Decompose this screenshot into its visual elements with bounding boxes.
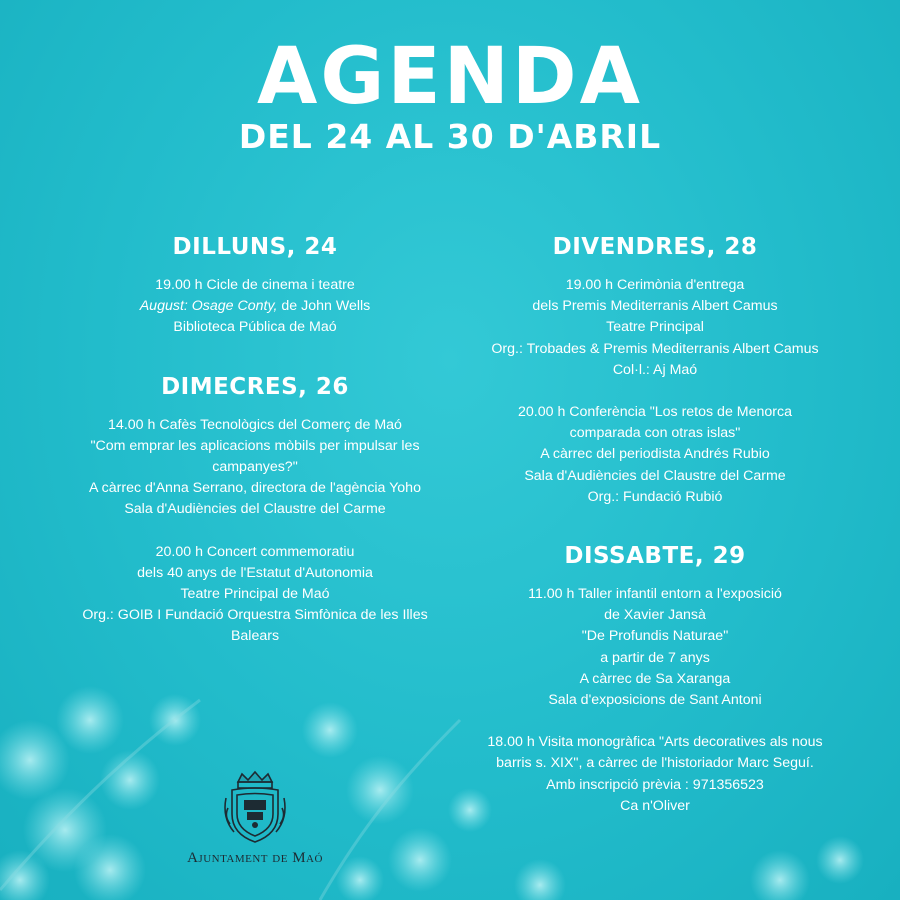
event-line: dels 40 anys de l'Estatut d'Autonomia [137, 564, 373, 581]
event-cafes-tecnologics [40, 415, 470, 521]
event-line: Balears [230, 628, 280, 645]
ajuntament-logo [170, 768, 340, 867]
event-line: comparada con otras islas" [569, 425, 741, 442]
event-venue: Biblioteca Pública de Maó [173, 319, 337, 336]
event-line: Sala d'Audiències del Claustre del Carme [124, 501, 386, 518]
event-line: 19.00 h Cerimònia d'entrega [565, 277, 745, 293]
event-line: 11.00 h Taller infantil entorn a l'exposició [528, 586, 782, 603]
event-line: 20.00 h Concert commemoratiu [155, 543, 355, 560]
event-visita-monografica [440, 732, 870, 817]
day-heading-dissabte: DISSABTE, 29 [564, 543, 746, 570]
event-concert [40, 542, 470, 648]
event-film [40, 296, 470, 317]
day-heading-dilluns: DILLUNS, 24 [172, 234, 338, 260]
event-line: A càrrec del periodista Andrés Rubio [540, 446, 770, 463]
event-line: Ca n'Oliver [620, 797, 690, 814]
day-heading-dimecres: DIMECRES, 26 [161, 373, 349, 400]
event-line: dels Premis Mediterranis Albert Camus [532, 298, 778, 315]
event-line: 18.00 h Visita monogràfica "Arts decoratives als nous [487, 734, 823, 751]
event-line: a partir de 7 anys [600, 649, 710, 666]
date-range-subtitle: DEL 24 AL 30 D'ABRIL [238, 117, 662, 156]
event-taller-infantil [440, 584, 870, 711]
event-line: A càrrec d'Anna Serrano, directora de l'agència Yoho [89, 480, 421, 497]
event-line: Sala d'exposicions de Sant Antoni [548, 692, 762, 709]
event-line: "Com emprar les aplicacions mòbils per impulsar les [90, 437, 420, 454]
event-line: 20.00 h Conferència "Los retos de Menorca [518, 404, 792, 421]
left-column [40, 236, 470, 669]
event-line: Col·l.: Aj Maó [612, 361, 698, 378]
event-line: Teatre Principal [606, 319, 704, 336]
event-line: 14.00 h Cafès Tecnològics del Comerç de Maó [108, 416, 402, 433]
film-title: August: Osage Conty, [139, 298, 278, 315]
event-line: A càrrec de Sa Xaranga [579, 670, 731, 687]
page-title: AGENDA [256, 32, 644, 122]
event-premis-camus [440, 275, 870, 381]
event-line: Org.: Fundació Rubió [587, 488, 723, 505]
event-line: de Xavier Jansà [604, 607, 706, 624]
event-line: Org.: Trobades & Premis Mediterranis Albert Camus [491, 340, 819, 357]
coat-of-arms-icon [220, 768, 290, 846]
event-line: Org.: GOIB I Fundació Orquestra Simfònica de les Illes [82, 607, 428, 624]
logo-text: Ajuntament de Maó [187, 850, 323, 866]
film-director: de John Wells [277, 298, 371, 315]
right-column [440, 236, 870, 838]
event-time: 19.00 h Cicle de cinema i teatre [155, 277, 355, 293]
event-line: barris s. XIX", a càrrec de l'historiador Marc Seguí. [496, 755, 814, 772]
event-line: "De Profundis Naturae" [581, 628, 729, 645]
event-line: Sala d'Audiències del Claustre del Carme [524, 467, 786, 484]
day-heading-divendres: DIVENDRES, 28 [552, 234, 758, 260]
event-cinema [40, 275, 470, 339]
event-conferencia [440, 402, 870, 508]
event-line: Amb inscripció prèvia : 971356523 [546, 776, 764, 793]
event-line: Teatre Principal de Maó [180, 586, 330, 603]
event-line: campanyes?" [212, 459, 298, 476]
